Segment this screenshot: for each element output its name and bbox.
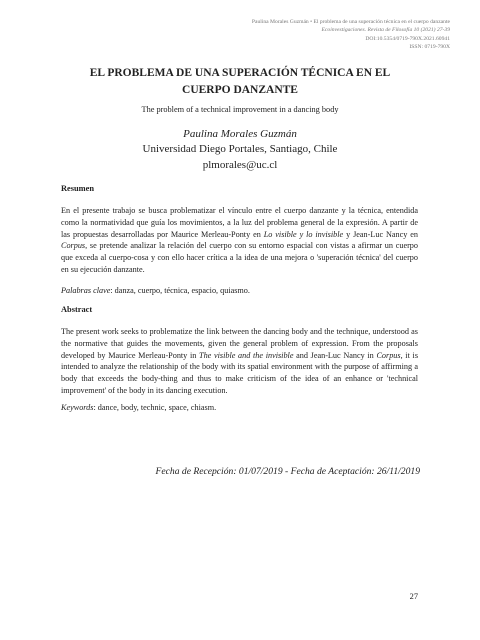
running-header [150, 18, 450, 52]
palabras-clave-text: : danza, cuerpo, técnica, espacio, quiasmo. [110, 286, 250, 295]
header-line-citation: Paulina Morales Guzmán • El problema de una superación técnica en el cuerpo danzante [251, 19, 450, 25]
resumen-paragraph [61, 205, 418, 276]
header-line-issn: ISSN: 0719-790X [409, 44, 450, 51]
author-affiliation: Universidad Diego Portales, Santiago, Chile [142, 143, 338, 155]
abstract-text-3: , it is intended to analyze the relationship of the body with its spatial environment with the purpose of affirming a body that exceeds the body-thing and thus to make criticism of the idea of an enhance or 'technical improvement' of the body in its dancing execution. [61, 350, 419, 395]
abstract-work-title-1: The visible and the invisible [199, 350, 294, 360]
abstract-text-1: The present work seeks to problematize the link between the dancing body and the technique, understood as the normative that guides the movements, given the general problem of expression. From the proposals developed by Maurice Merleau-Ponty in [61, 327, 418, 360]
author-name: Paulina Morales Guzmán [183, 128, 297, 140]
resumen-work-title-2: Corpus [61, 241, 86, 251]
abstract-text-2: and Jean-Luc Nancy in [293, 350, 377, 360]
header-line-journal: Ecoinvestigaciones. Revista de Filosofía 10 (2021) 27-39 [321, 27, 450, 34]
keywords-label: Keywords [61, 403, 94, 412]
resumen-work-title-1: Lo visible y lo invisible [263, 229, 344, 239]
abstract-paragraph [61, 326, 418, 397]
resumen-text-1: En el presente trabajo se busca problematizar el vínculo entre el cuerpo danzante y la técnica, entendida como la normatividad que guía los movimientos, a la luz del problema general de la expresión. A partir de las propuestas desarrolladas por Maurice Merleau-Ponty en [61, 206, 418, 239]
palabras-clave [61, 285, 418, 297]
article-subtitle: The problem of a technical improvement in a dancing body [141, 105, 339, 114]
abstract-heading: Abstract [61, 305, 93, 314]
reception-acceptance-dates: Fecha de Recepción: 01/07/2019 - Fecha de Aceptación: 26/11/2019 [155, 466, 420, 477]
keywords-text: : dance, body, technic, space, chiasm. [93, 403, 217, 412]
abstract-work-title-2: Corpus [376, 350, 401, 360]
resumen-text-2: y Jean-Luc Nancy en [343, 229, 418, 239]
article-title: EL PROBLEMA DE UNA SUPERACIÓN TÉCNICA EN EL CUERPO DANZANTE [89, 67, 391, 96]
header-line-doi: DOI:10.5354/0719-790X.2021.60941 [365, 35, 450, 42]
resumen-text-3: , se pretende analizar la relación del cuerpo con su entorno espacial con vistas a afirmar un cuerpo que exceda al cuerpo-cosa y con ello hacer crítica a la idea de una mejora o 'superación técnica' del cuerpo en su ejecución danzante. [61, 241, 418, 274]
page-number: 27 [409, 592, 418, 601]
keywords [61, 402, 418, 414]
palabras-clave-label: Palabras clave [61, 286, 111, 295]
resumen-heading: Resumen [61, 184, 95, 193]
author-email[interactable]: plmorales@uc.cl [202, 159, 278, 171]
